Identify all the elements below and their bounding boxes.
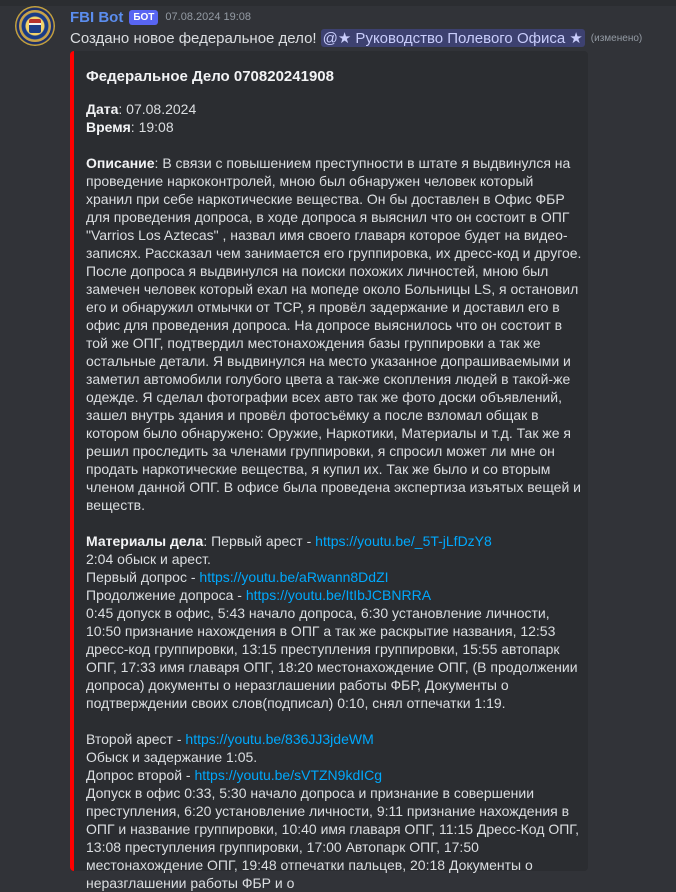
second-arrest-line (86, 730, 582, 748)
message-text-row (70, 29, 642, 47)
first-arrest-line (86, 532, 582, 550)
spacer (86, 514, 582, 532)
description-label: Описание (86, 155, 155, 171)
date-value: : 07.08.2024 (118, 101, 197, 117)
time-label: Время (86, 119, 131, 135)
fbi-seal-icon[interactable] (15, 6, 55, 46)
second-arrest-link[interactable]: https://youtu.be/836JJ3jdeWM (185, 731, 374, 747)
date-label: Дата (86, 101, 119, 117)
seal-shield (29, 19, 41, 33)
first-interrogation-text: Первый допрос - (86, 569, 200, 585)
second-interrogation-line (86, 766, 582, 784)
embed-title: Федеральное Дело 070820241908 (86, 68, 334, 85)
description (86, 154, 582, 514)
message-text: Создано новое федеральное дело! (70, 29, 317, 47)
spacer (86, 712, 582, 730)
continuation-line (86, 586, 582, 604)
top-divider (0, 0, 676, 6)
description-text: : В связи с повышением преступности в штате я выдвинулся на проведение наркоконтролей, мною был обнаружен человек который хранил при себе наркотические вещества. Он бы доставлен в Офис ФБР для проведения допроса, в ходе допроса я выяснил что он состоит в ОПГ "Varrios Los Aztecas" , назвал имя своего главаря которое будет на видео-записях. Рассказал чем занимается его группировка, их дресс-код и другое. После допроса я выдвинулся на поиски похожих личностей, мною был замечен человек который ехал на мопеде около Больницы LS, я остановил его и обнаружил отмычки от TCP, я провёл задержание и доставил его в офис для проведения допроса. На допросе выяснилось что он состоит в той же ОПГ, подтвердил местонахождения базы группировки а так же остальные детали. Я выдвинулся на место указанное допрашиваемыми и заметил автомобили голубого цвета а так-же скопления людей в такой-же одежде. Я сделал фотографии всех авто так же фото доски объявлений, зашел внутрь здания и провёл фотосъёмку а после взломал общак в котором было обнаружено: Оружие, Наркотики, Материалы и т.д. Так же я решил проследить за членами группировки, я спросил может ли мне он продать наркотические вещества, я купил их. Так же было и со вторым членом данной ОПГ. В офисе была проведена экспертиза изъятых вещей и веществ. (86, 155, 582, 513)
embed-content (86, 68, 582, 892)
first-arrest-note: 2:04 обыск и арест. (86, 551, 211, 567)
role-mention[interactable]: @★ Руководство Полевого Офиса ★ (322, 30, 583, 47)
first-arrest-link[interactable]: https://youtu.be/_5T-jLfDzY8 (315, 533, 492, 549)
first-interrogation-link[interactable]: https://youtu.be/aRwann8DdZI (199, 569, 389, 585)
continuation-text: Продолжение допроса - (86, 587, 246, 603)
bot-badge: БОТ (129, 10, 158, 25)
second-interrogation-text: Допрос второй - (86, 767, 195, 783)
message-timestamp[interactable]: 07.08.2024 19:08 (165, 11, 252, 23)
date-line (86, 100, 582, 118)
time-value: : 19:08 (130, 119, 174, 135)
first-interrogation-line (86, 568, 582, 586)
message-header (70, 8, 251, 26)
bot-username[interactable]: FBI Bot (70, 8, 124, 26)
continuation-link[interactable]: https://youtu.be/ItIbJCBNRRA (245, 587, 432, 603)
first-arrest-text: : Первый арест - (203, 533, 316, 549)
edited-label: (изменено) (590, 32, 643, 44)
second-arrest-note: Обыск и задержание 1:05. (86, 749, 258, 765)
continuation-note: 0:45 допуск в офис, 5:43 начало допроса, 6:30 установление личности, 10:50 признание нахождения в ОПГ а так же раскрытие названия, 12:53 дресс-код группировки, 13:15 преступления группировки, 15:55 автопарк ОПГ, 17:33 имя главаря ОПГ, 18:20 местонахождение ОПГ, (В продолжении допроса) документы о неразглашении работы ФБР, Документы о подтверждении своих слов(подписал) 0:10, снял отпечатки 1:19. (86, 605, 578, 711)
time-line (86, 118, 582, 136)
materials-label: Материалы дела (86, 533, 204, 549)
second-interrogation-note: Допуск в офис 0:33, 5:30 начало допроса и признание в совершении преступления, 6:20 установление личности, 9:11 признание нахождения в ОПГ и название группировки, 10:40 имя главаря ОПГ, 11:15 Дресс-Код ОПГ, 13:08 преступления группировки, 17:00 Автопарк ОПГ, 17:50 местонахождение ОПГ, 19:48 отпечатки пальцев, 20:18 Документы о неразглашении работы ФБР и о (86, 785, 580, 891)
second-interrogation-link[interactable]: https://youtu.be/sVTZN9kdICg (194, 767, 383, 783)
second-arrest-text: Второй арест - (86, 731, 186, 747)
case-embed (70, 51, 588, 891)
